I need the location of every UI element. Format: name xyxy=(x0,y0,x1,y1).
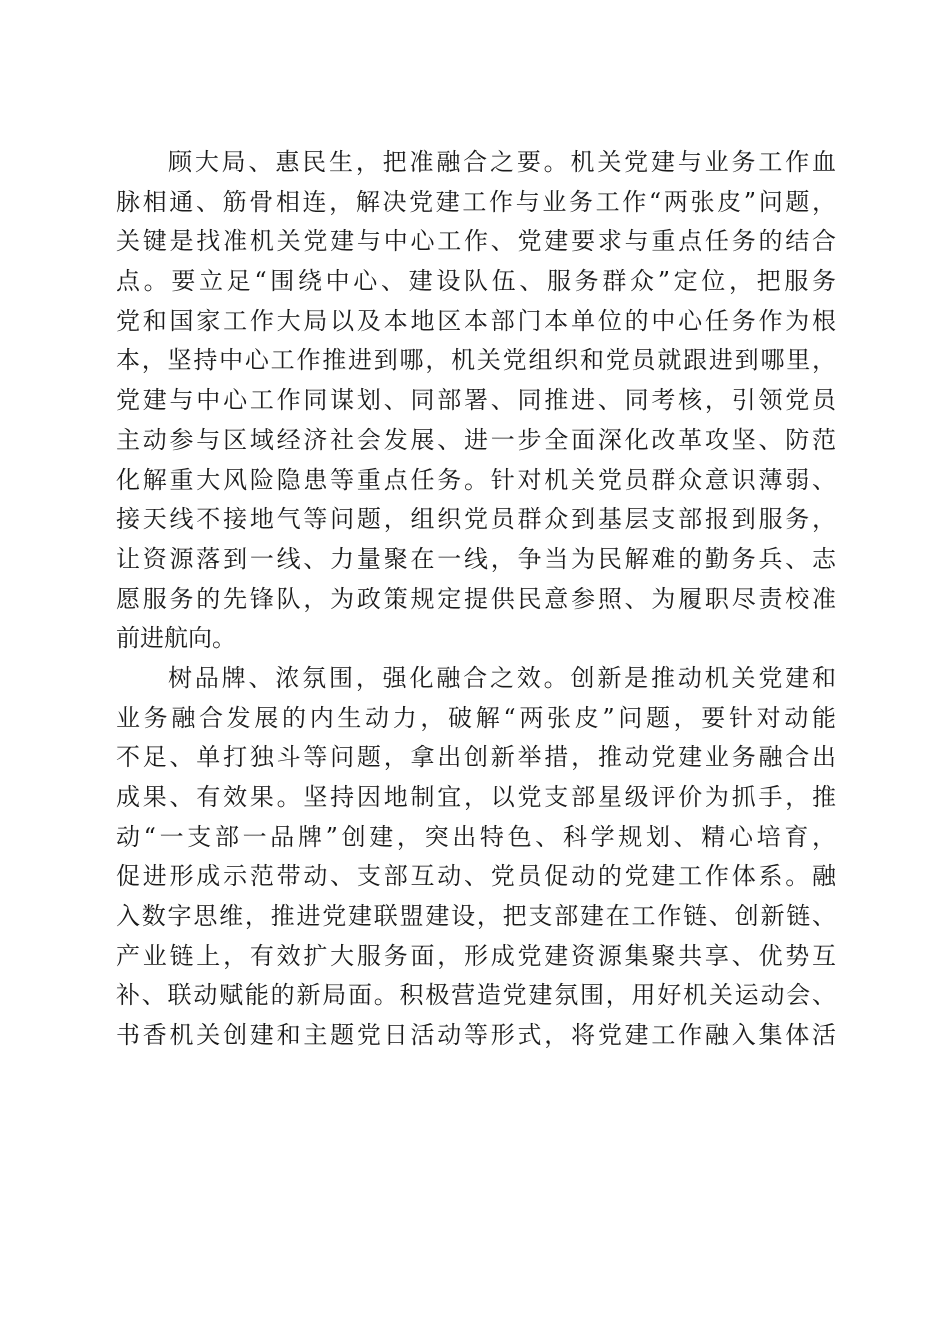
paragraph-1-line-9: 化解重大风险隐患等重点任务。针对机关党员群众意识薄弱、 xyxy=(116,465,836,494)
paragraph-2-line-2: 业务融合发展的内生动力，破解“两张皮”问题，要针对动能 xyxy=(116,703,836,732)
paragraph-1-line-12: 愿服务的先锋队，为政策规定提供民意参照、为履职尽责校准 xyxy=(116,584,836,613)
paragraph-2-line-7: 入数字思维，推进党建联盟建设，把支部建在工作链、创新链、 xyxy=(116,902,836,931)
paragraph-2-line-9: 补、联动赋能的新局面。积极营造党建氛围，用好机关运动会、 xyxy=(116,981,836,1010)
paragraph-2-line-3: 不足、单打独斗等问题，拿出创新举措，推动党建业务融合出 xyxy=(116,743,836,772)
paragraph-2-line-8: 产业链上，有效扩大服务面，形成党建资源集聚共享、优势互 xyxy=(116,941,836,970)
paragraph-1-line-1: 顾大局、惠民生，把准融合之要。机关党建与业务工作血 xyxy=(168,148,836,176)
document-body xyxy=(116,143,836,1056)
paragraph-1-line-6: 本，坚持中心工作推进到哪，机关党组织和党员就跟进到哪里， xyxy=(116,346,836,375)
paragraph-2-line-10: 书香机关创建和主题党日活动等形式，将党建工作融入集体活 xyxy=(116,1021,836,1050)
paragraph-2-line-5: 动“一支部一品牌”创建，突出特色、科学规划、精心培育， xyxy=(116,822,836,851)
paragraph-2-line-6: 促进形成示范带动、支部互动、党员促动的党建工作体系。融 xyxy=(116,862,836,891)
paragraph-1-line-2: 脉相通、筋骨相连，解决党建工作与业务工作“两张皮”问题， xyxy=(116,187,836,216)
paragraph-1-line-11: 让资源落到一线、力量聚在一线，争当为民解难的勤务兵、志 xyxy=(116,544,836,573)
paragraph-1-line-3: 关键是找准机关党建与中心工作、党建要求与重点任务的结合 xyxy=(116,227,836,256)
paragraph-1-line-13: 前进航向。 xyxy=(116,624,236,653)
paragraph-1-line-10: 接天线不接地气等问题，组织党员群众到基层支部报到服务， xyxy=(116,505,836,534)
paragraph-1-line-5: 党和国家工作大局以及本地区本部门本单位的中心任务作为根 xyxy=(116,306,836,335)
paragraph-1-line-8: 主动参与区域经济社会发展、进一步全面深化改革攻坚、防范 xyxy=(116,425,836,454)
paragraph-1-line-7: 党建与中心工作同谋划、同部署、同推进、同考核，引领党员 xyxy=(116,386,836,415)
paragraph-1-line-4: 点。要立足“围绕中心、建设队伍、服务群众”定位，把服务 xyxy=(116,267,836,296)
paragraph-2-line-1: 树品牌、浓氛围，强化融合之效。创新是推动机关党建和 xyxy=(168,663,836,692)
paragraph-2-line-4: 成果、有效果。坚持因地制宜，以党支部星级评价为抓手，推 xyxy=(116,783,836,811)
